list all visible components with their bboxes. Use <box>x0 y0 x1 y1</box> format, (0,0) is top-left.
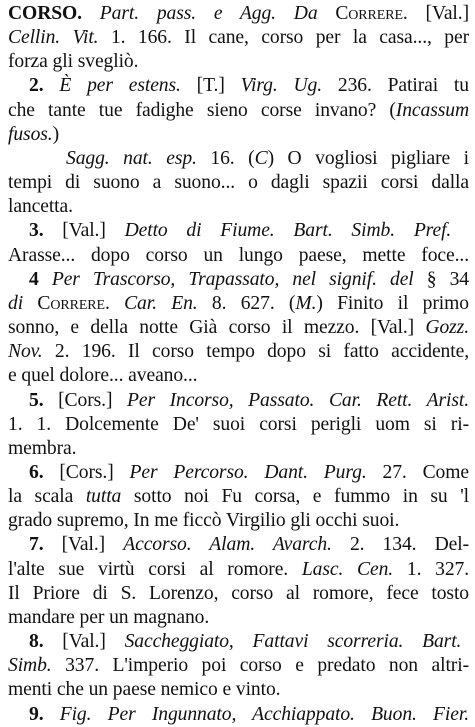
text-segment: Saccheggiato, Fattavi scorreria. Bart. <box>124 631 462 653</box>
text-line <box>8 244 469 268</box>
text-segment: 2. 134. Del- <box>331 534 469 556</box>
text-segment: di <box>8 292 38 314</box>
text-segment: 2. 196. Il corso tempo dopo si fatto accidente, <box>42 341 469 363</box>
text-segment: fusos. <box>8 123 53 145</box>
text-line <box>8 413 469 437</box>
text-segment: Lasc. Cen. <box>301 558 394 580</box>
text-segment: 2. <box>29 75 44 97</box>
text-line <box>8 50 469 74</box>
text-segment: 27. Come <box>366 461 469 483</box>
text-line <box>8 147 469 171</box>
text-line <box>8 703 469 727</box>
text-segment: ) Finito il primo <box>316 292 469 314</box>
text-segment: 3. <box>29 220 44 242</box>
text-segment: Car. En. <box>109 292 198 314</box>
text-segment: 1. 166. Il cane, corso per la casa..., per <box>98 27 469 49</box>
text-segment: 5. <box>29 389 44 411</box>
text-segment: 8. <box>29 631 44 653</box>
text-line <box>8 654 469 678</box>
text-line <box>8 340 469 364</box>
text-segment: tempi di suono a suono... o dagli spazii corsi dalla <box>8 172 469 194</box>
text-line <box>8 437 469 461</box>
text-segment: tutta <box>85 486 122 508</box>
text-segment: 4 <box>29 268 39 290</box>
text-segment: 1. 327. <box>393 558 469 580</box>
text-segment: sonno, e della notte Già corso il mezzo. [Val.] <box>8 317 426 339</box>
text-segment: 236. Patirai tu <box>322 75 469 97</box>
text-line <box>8 2 469 26</box>
text-line <box>8 123 469 147</box>
text-segment: CORSO. <box>8 3 82 24</box>
text-segment: Per Percorso. Dant. Purg. <box>129 461 367 483</box>
text-line <box>8 316 469 340</box>
text-segment: 8. 627. ( <box>197 292 296 314</box>
text-segment: che tante tue fadighe sieno corse invano? ( <box>8 99 396 121</box>
text-segment: grado supremo, In me ficcò Virgilio gli occhi suoi. <box>8 510 400 532</box>
text-segment: Arasse... dopo corso un lungo paese, mette foce... <box>8 244 469 266</box>
text-segment: Accorso. Alam. Avarch. <box>123 534 332 556</box>
text-line <box>8 582 469 606</box>
text-line <box>8 292 469 316</box>
text-segment: [Val.] <box>43 631 125 653</box>
text-segment: Detto di Fiume. Bart. Simb. Pref. <box>124 220 452 242</box>
text-line <box>8 219 469 243</box>
text-segment: 7. <box>29 534 44 556</box>
text-segment: Fig. Per Ingunnato, Acchiappato. Buon. Fier. <box>43 703 469 725</box>
text-segment: Cellin. Vit. <box>8 27 99 49</box>
text-segment: Per Incorso, Passato. Car. Rett. Arist. <box>127 389 469 411</box>
text-line <box>8 364 469 388</box>
text-line <box>8 389 469 413</box>
text-line <box>8 630 469 654</box>
text-segment: [Val.] <box>43 220 125 242</box>
text-segment: [Val.] <box>407 3 469 24</box>
text-segment: l'alte sue virtù corsi al romore. <box>8 558 302 580</box>
text-segment: sotto noi Fu corsa, e fummo in su 'l <box>121 486 469 508</box>
text-line <box>8 268 469 292</box>
text-line <box>8 678 469 702</box>
text-segment: Virg. Ug. <box>240 75 323 97</box>
text-segment: 337. L'imperio poi corso e predato non altri- <box>51 655 469 677</box>
text-line <box>8 485 469 509</box>
text-segment: [Cors.] <box>43 389 127 411</box>
text-segment: e quel dolore... aveano... <box>8 365 198 387</box>
text-segment: Sagg. nat. esp. <box>66 147 197 169</box>
text-line <box>8 606 469 630</box>
text-segment: Incassum <box>395 99 469 121</box>
text-segment: 9. <box>29 703 44 725</box>
text-line <box>8 99 469 123</box>
text-segment: Nov. <box>8 341 43 363</box>
text-segment: ) O vogliosi pigliare i <box>267 147 469 169</box>
text-segment: Part. pass. e Agg. Da <box>81 3 336 24</box>
text-segment: menti che un paese nemico e vinto. <box>8 679 281 701</box>
text-line <box>8 74 469 98</box>
text-segment: Correre. <box>37 292 110 314</box>
text-segment: lancetta. <box>8 196 73 218</box>
text-segment: [T.] <box>180 75 241 97</box>
text-line <box>8 26 469 50</box>
text-line <box>8 461 469 485</box>
text-line <box>8 558 469 582</box>
text-segment: Simb. <box>8 655 52 677</box>
text-segment: Correre. <box>335 3 408 24</box>
text-segment: 1. 1. Dolcemente De' suoi corsi perigli uom si ri- <box>8 413 469 435</box>
text-segment: ) <box>52 123 60 145</box>
text-segment: [Cors.] <box>43 461 130 483</box>
text-segment: mandare per un magnano. <box>8 606 210 628</box>
text-segment: M. <box>295 292 317 314</box>
text-segment: § 34 <box>413 268 469 290</box>
text-line <box>8 509 469 533</box>
text-line <box>8 195 469 219</box>
text-line <box>8 533 469 557</box>
text-segment: 16. ( <box>196 147 255 169</box>
text-segment: È per estens. <box>43 75 181 97</box>
text-segment: [Val.] <box>43 534 124 556</box>
text-segment: Gozz. <box>425 317 469 339</box>
text-segment: Per Trascorso, Trapassato, nel signif. del <box>38 268 414 290</box>
text-segment: forza gli svegliò. <box>8 51 139 73</box>
text-segment: la scala <box>8 486 86 508</box>
text-segment: Il Priore di S. Lorenzo, corso al romore, fece tosto <box>8 582 469 604</box>
text-segment: 6. <box>29 461 44 483</box>
text-segment: membra. <box>8 437 77 459</box>
text-line <box>8 171 469 195</box>
text-segment: C <box>254 147 268 169</box>
